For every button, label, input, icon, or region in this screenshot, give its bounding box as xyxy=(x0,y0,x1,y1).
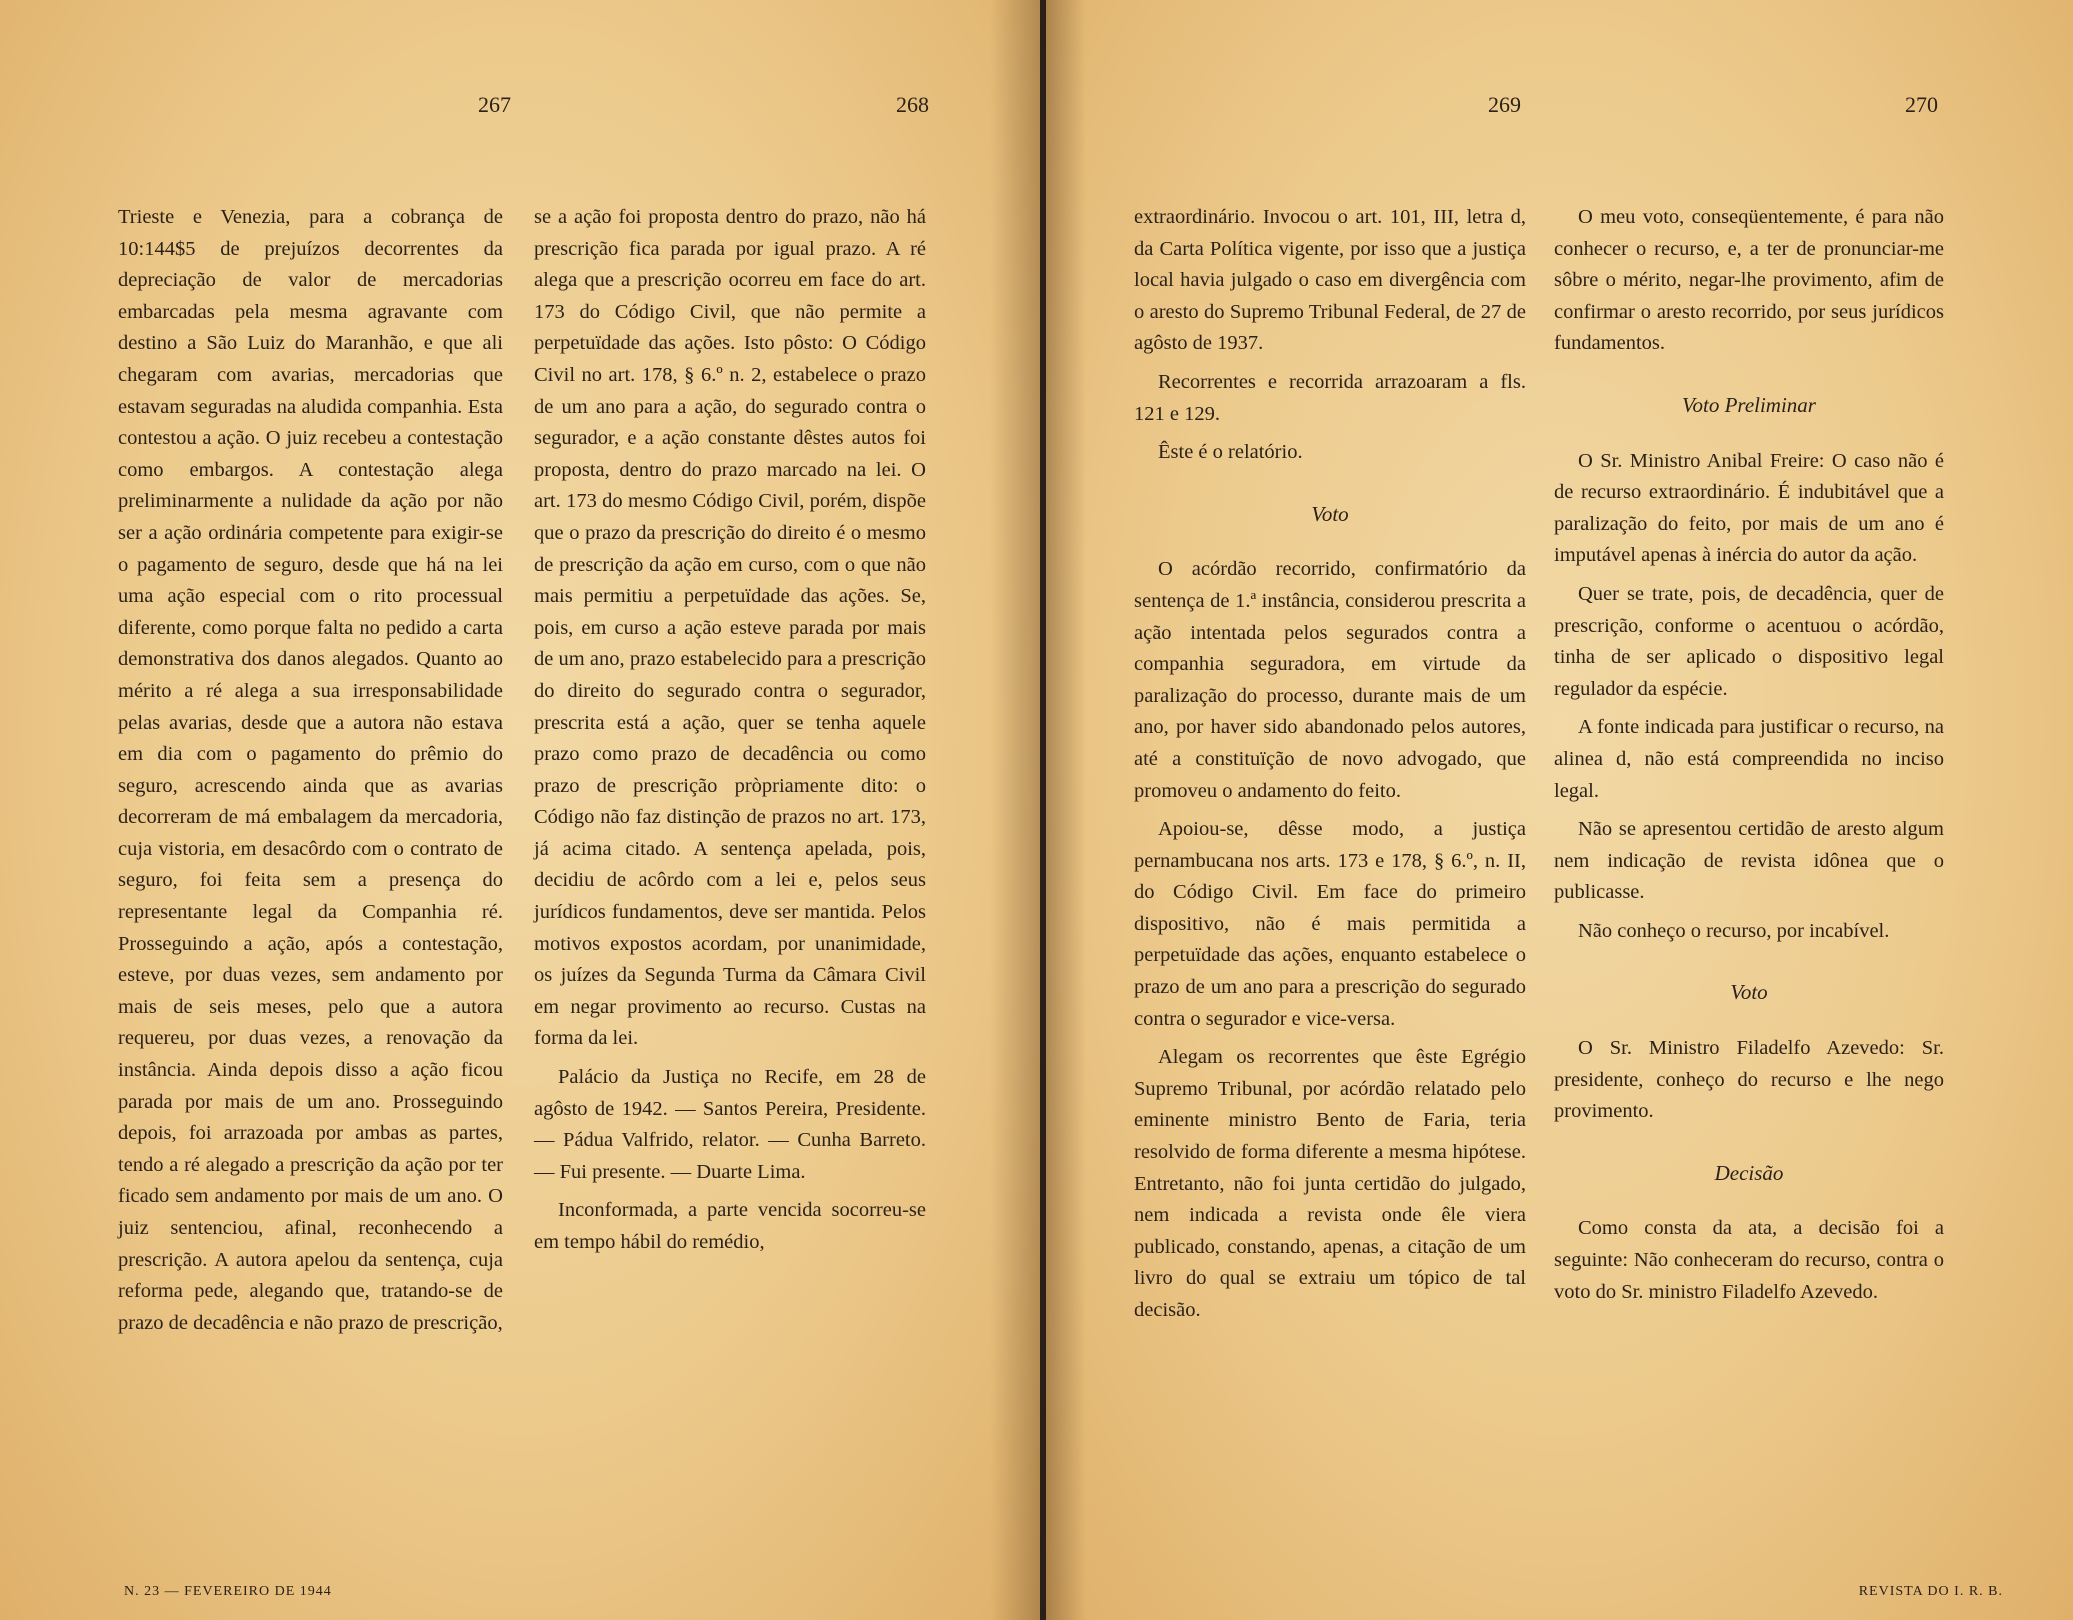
heading-decisao: Decisão xyxy=(1714,1160,1784,1185)
paragraph: O meu voto, conseqüentemente, é para não conhecer o recurso, e, a ter de pronunciar-me sôbre o mérito, negar-lhe provimento, afim de confirmar o aresto recorrido, por seus jurídicos fundamentos. xyxy=(1554,206,1944,355)
paragraph: Inconformada, a parte vencida socorreu-se em tempo hábil do remédio, xyxy=(534,1199,926,1253)
paragraph: Como consta da ata, a decisão foi a seguinte: Não conheceram do recurso, contra o voto do Sr. ministro Filadelfo Azevedo. xyxy=(1554,1217,1944,1303)
paragraph: O acórdão recorrido, confirmatório da sentença de 1.ª instância, considerou prescrita a ação intentada pelos segurados contra a companhia seguradora, em virtude da paralização do processo, durante mais de um ano, por haver sido abandonado pelos autores, até a constituïção de novo advogado, que promoveu o andamento do feito. xyxy=(1134,558,1526,802)
paragraph: Apoiou-se, dêsse modo, a justiça pernambucana nos arts. 173 e 178, § 6.º, n. II, do Código Civil. Em face do primeiro dispositivo, não é mais permitida a perpetuïdade das ações, enquanto estabelece o prazo de um ano para a prescrição do segurado contra o segurador e vice-versa. xyxy=(1134,818,1526,1030)
column-page-270 xyxy=(1554,202,1944,1315)
column-page-268 xyxy=(534,202,926,1266)
gutter-shadow xyxy=(1046,0,1086,1620)
paragraph: Trieste e Venezia, para a cobrança de 10:144$5 de prejuízos decorrentes da depreciação de valor de mercadorias embarcadas pela mesma agravante com destino a São Luiz do Maranhão, e que ali chegaram com avarias, mercadorias que estavam seguradas na aludida companhia. Esta contestou a ação. O juiz recebeu a contestação como embargos. A contestação alega preliminarmente a nulidade da ação por não ser a ação ordinária competente para exigir-se o pagamento de seguro, desde que há na lei uma ação especial com o rito processual diferente, como porque falta no pedido a carta demonstrativa dos danos alegados. Quanto ao mérito a ré alega a sua irresponsabilidade pelas avarias, desde que a autora não estava em dia com o pagamento do prêmio do seguro, acrescendo ainda que as avarias decorreram de má embalagem da mercadoria, cuja vistoria, em desacôrdo com o contrato de seguro, foi feita sem a presença do representante legal da Companhia ré. Prosseguindo a ação, após a contestação, esteve, por duas vezes, sem andamento por mais de seis meses, pelo que a autora requereu, por duas vezes, a renovação da instância. Ainda depois disso a ação ficou parada por mais de um ano. Prosseguindo depois, foi arrazoada por ambas as partes, tendo a ré alegado a prescrição da ação por ter ficado sem andamento por mais de um ano. O juiz sentenciou, afinal, reconhecendo a prescrição. A autora apelou da sentença, cuja reforma pede, alegando que, tratando-se de prazo de decadência e não prazo de prescrição, xyxy=(118,206,503,1334)
paragraph: O Sr. Ministro Filadelfo Azevedo: Sr. presidente, conheço do recurso e lhe nego provimento. xyxy=(1554,1037,1944,1123)
heading-voto: Voto xyxy=(1730,980,1768,1005)
page-number-269: 269 xyxy=(1488,92,1521,117)
page-number-268: 268 xyxy=(896,92,929,117)
gutter-shadow xyxy=(990,0,1040,1620)
paragraph: Não se apresentou certidão de aresto algum nem indicação de revista idônea que o publicasse. xyxy=(1554,818,1944,904)
paragraph: A fonte indicada para justificar o recurso, na alinea d, não está compreendida no inciso legal. xyxy=(1554,716,1944,802)
footer-issue: N. 23 — FEVEREIRO DE 1944 xyxy=(124,1584,332,1599)
page-number-267: 267 xyxy=(478,92,511,117)
paragraph: Recorrentes e recorrida arrazoaram a fls. 121 e 129. xyxy=(1134,370,1526,425)
footer-journal: REVISTA DO I. R. B. xyxy=(1858,1584,2003,1599)
heading-voto: Voto xyxy=(1311,501,1349,526)
paragraph: Não conheço o recurso, por incabível. xyxy=(1578,919,1890,942)
paragraph: se a ação foi proposta dentro do prazo, não há prescrição fica parada por igual prazo. A ré alega que a prescrição ocorreu em face do art. 173 do Código Civil, que não permite a perpetuïdade das ações. Isto pôsto: O Código Civil no art. 178, § 6.º n. 2, estabelece o prazo de um ano para a ação, do segurado contra o segurador, e a ação constante dêstes autos foi proposta, dentro do prazo marcado na lei. O art. 173 do mesmo Código Civil, porém, dispõe que o prazo da prescrição do direito é o mesmo de prescrição da ação em curso, com o que não mais permitiu a perpetuïdade das ações. Se, pois, em curso a ação esteve parada por mais de um ano, prazo estabelecido para a prescrição do direito do segurado contra o segurador, prescrita está a ação, quer se tenha aquele prazo como prazo de decadência ou como prazo de prescrição pròpriamente dito: o Código não faz distinção de prazos no art. 173, já acima citado. A sentença apelada, pois, decidiu de acôrdo com a lei e, pelos seus jurídicos fundamentos, deve ser mantida. Pelos motivos expostos acordam, por unanimidade, os juízes da Segunda Turma da Câmara Civil em negar provimento ao recurso. Custas na forma da lei. xyxy=(534,206,926,1050)
paragraph: O Sr. Ministro Anibal Freire: O caso não é de recurso extraordinário. É indubitável que a paralização do feito, por mais de um ano é imputável apenas à inércia do autor da ação. xyxy=(1554,449,1944,567)
paragraph: extraordinário. Invocou o art. 101, III, letra d, da Carta Política vigente, por isso que a justiça local havia julgado o caso em divergência com o aresto do Supremo Tribunal Federal, de 27 de agôsto de 1937. xyxy=(1134,206,1526,355)
page-number-270: 270 xyxy=(1905,92,1938,117)
paragraph: Êste é o relatório. xyxy=(1158,441,1303,464)
paragraph: Palácio da Justiça no Recife, em 28 de agôsto de 1942. — Santos Pereira, Presidente. — Pádua Valfrido, relator. — Cunha Barreto. — Fui presente. — Duarte Lima. xyxy=(534,1066,926,1183)
column-page-269 xyxy=(1134,202,1526,1334)
right-page xyxy=(1046,0,2073,1620)
paragraph: Quer se trate, pois, de decadência, quer de prescrição, conforme o acentuou o acórdão, tinha de ser aplicado o dispositivo legal regulador da espécie. xyxy=(1554,582,1944,700)
column-page-267 xyxy=(118,202,503,1346)
paragraph: Alegam os recorrentes que êste Egrégio Supremo Tribunal, por acórdão relatado pelo eminente ministro Bento de Faria, teria resolvido de forma diferente a mesma hipótese. Entretanto, não foi junta certidão do julgado, nem indicada a revista onde êle viera publicado, constando, apenas, a citação de um livro do qual se extraiu um tópico de tal decisão. xyxy=(1134,1046,1526,1321)
heading-voto-preliminar: Voto Preliminar xyxy=(1682,392,1816,417)
